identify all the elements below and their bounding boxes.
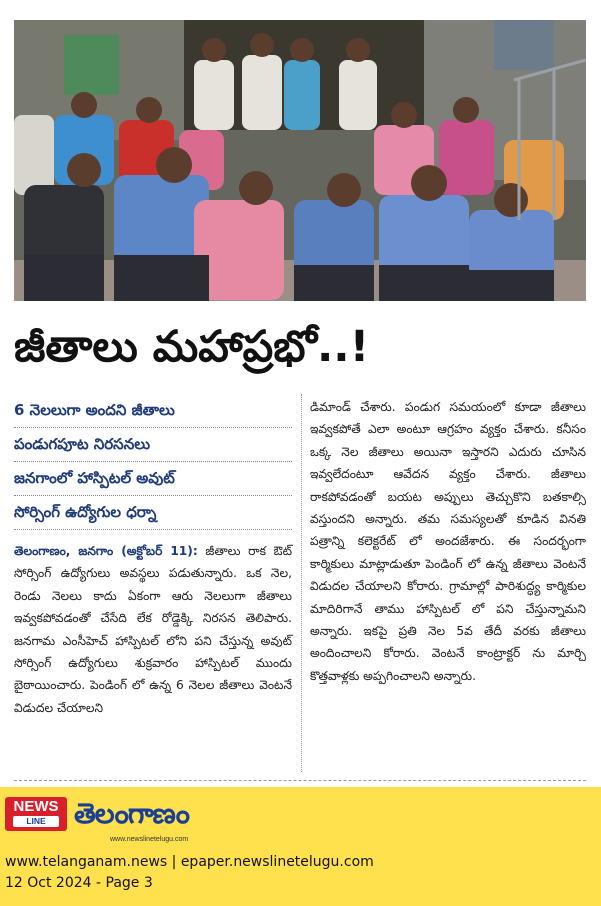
subheadline-3: జనగాంలో హాస్పిటల్ అవుట్ (14, 462, 292, 496)
news-photo (14, 20, 586, 301)
logo-line-text: LINE (13, 816, 59, 827)
headline: జీతాలు మహాప్రభో..! (14, 322, 370, 372)
site-links: www.telanganam.news | epaper.newslinetelugu.com (5, 854, 374, 870)
article-body-right: డిమాండ్ చేశారు. పండుగ సమయంలో కూడా జీతాలు ఇవ్వకపోతే ఎలా అంటూ ఆగ్రహం వ్యక్తం చేశారు. కనీసం ఒక్క నెల జీతాలు అయినా ఇస్తారని ఎదురు చూసిన ఇవ్వలేదంటూ ఆవేదన వ్యక్తం చేశారు. జీతాలు రాకపోవడంతో బయట అప్పులు తెచ్చుకొని బతకాల్సి వస్తుందని అన్నారు. తమ సమస్యలతో కూడిన వినతి పత్రాన్ని కలెక్టరేట్ లో అందజేశారు. ఈ సందర్భంగా కార్మికులు మాట్లాడుతూ పెండింగ్ లో ఉన్న జీతాలు వెంటనే విడుదల చేయాలని కోరారు. గ్రామాల్లో పారిశుద్ధ్య కార్మికుల మాదిరిగానే తాము హాస్పిటల్ లో పని చేస్తున్నామని అన్నారు. ఇకపై ప్రతి నెల 5వ తేదీ వరకు జీతాలు అందించాలని కోరారు. వెంటనే కాంట్రాక్టర్ ను మార్చి కొత్తవాళ్లకు అప్పగించాలని అన్నారు. (310, 400, 586, 683)
subheadline-4: సోర్సింగ్ ఉద్యోగుల ధర్నా (14, 496, 292, 530)
edition-date-page: 12 Oct 2024 - Page 3 (5, 875, 153, 891)
brand-url: www.newslinetelugu.com (110, 836, 189, 843)
subheadline-2: పండుగపూట నిరసనలు (14, 428, 292, 462)
right-column (310, 394, 586, 687)
brand-title: తెలంగాణం (74, 797, 189, 830)
news-photo-icon (14, 20, 586, 301)
footer-band (0, 787, 601, 906)
bottom-divider (14, 780, 586, 781)
body-left-text: జీతాలు రాక ఔట్ సోర్సింగ్ ఉద్యోగులు అవస్థలు పడుతున్నారు. ఒక నెల, రెండు నెలలు కాదు ఏకంగా ఆరు నెలలుగా జీతాలు ఇవ్వకపోవడంతో చేసేది లేక రోడ్డెక్కి నిరసన తెలిపారు. జనగామ ఎంసీహెచ్ హాస్పిటల్ లోని పని చేస్తున్న అవుట్ సోర్సింగ్ ఉద్యోగులు శుక్రవారం హాస్పిటల్ ముందు బైఠాయించారు. పెండింగ్ లో ఉన్న 6 నెలల జీతాలు వెంటనే విడుదల చేయాలని (14, 544, 292, 715)
subheadline-1: 6 నెలలుగా అందని జీతాలు (14, 394, 292, 428)
newsline-logo (5, 797, 67, 831)
article-body-left (14, 540, 292, 719)
left-column (14, 394, 292, 719)
dateline: తెలంగాణం, జనగాం (అక్టోబర్ 11): (14, 544, 198, 558)
logo-news-text: NEWS (13, 798, 59, 815)
column-divider (301, 394, 302, 772)
